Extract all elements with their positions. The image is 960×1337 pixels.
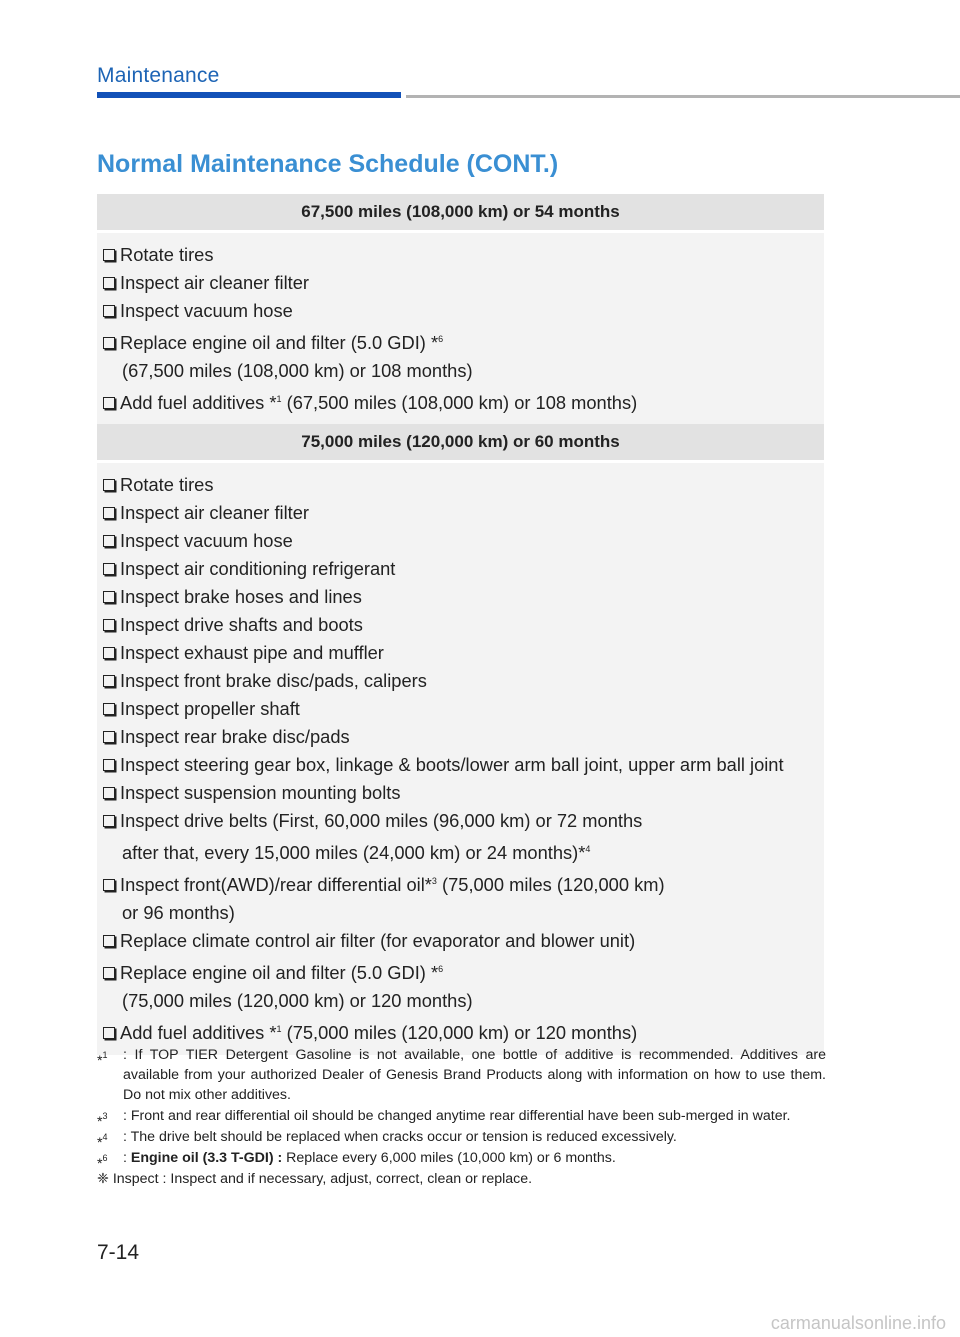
footnote-ref: 6 xyxy=(438,334,444,344)
checklist-item-text: Inspect propeller shaft xyxy=(120,698,300,719)
checklist-item-continuation xyxy=(97,899,824,927)
checklist-item xyxy=(97,583,824,611)
checklist-item-text: Add fuel additives * xyxy=(120,1022,277,1043)
checklist-item xyxy=(97,927,824,955)
checklist-item-continuation xyxy=(97,987,824,1015)
footnote-ref: 4 xyxy=(585,844,591,854)
checklist-item-text-after: (75,000 miles (120,000 km) xyxy=(436,874,665,895)
checklist-item-text-after: (75,000 miles (120,000 km) or 120 months) xyxy=(281,1022,638,1043)
checklist-item-text: Inspect rear brake disc/pads xyxy=(120,726,350,747)
footnotes xyxy=(97,1045,826,1190)
schedule-block-67500 xyxy=(97,194,824,425)
footnote-text: : The drive belt should be replaced when cracks occur or tension is reduced excessively. xyxy=(123,1129,677,1145)
footnote-ref: 3 xyxy=(431,876,437,886)
footnote-1 xyxy=(97,1045,826,1105)
checkbox-icon xyxy=(103,619,115,631)
footnote-3 xyxy=(97,1106,826,1130)
footnote-text: Replace every 6,000 miles (10,000 km) or 6 months. xyxy=(282,1150,616,1166)
checklist-item-text: Rotate tires xyxy=(120,244,214,265)
checklist-item-text: Inspect vacuum hose xyxy=(120,530,293,551)
checklist-item xyxy=(97,297,824,325)
checklist-item-text: Inspect suspension mounting bolts xyxy=(120,782,401,803)
checklist-item-continuation xyxy=(97,835,824,867)
footnote-mark: *$^6$ xyxy=(97,1153,108,1172)
checklist-item xyxy=(97,807,824,835)
page-number: 7-14 xyxy=(97,1241,140,1264)
schedule-items xyxy=(97,233,824,425)
checkbox-icon xyxy=(103,535,115,547)
checklist-item xyxy=(97,639,824,667)
watermark: carmanualsonline.info xyxy=(770,1313,946,1333)
schedule-block-75000 xyxy=(97,424,824,1055)
checkbox-icon xyxy=(103,507,115,519)
footnote-4 xyxy=(97,1127,826,1151)
checklist-item xyxy=(97,269,824,297)
checklist-item-text: Inspect front(AWD)/rear differential oil* xyxy=(120,874,432,895)
checkbox-icon xyxy=(103,815,115,827)
checklist-item-text: Replace climate control air filter (for evaporator and blower unit) xyxy=(120,930,636,951)
checklist-item xyxy=(97,499,824,527)
checklist-item xyxy=(97,723,824,751)
checklist-item xyxy=(97,695,824,723)
footnote-text: : Front and rear differential oil should be changed anytime rear differential have been sub-merged in water. xyxy=(123,1108,791,1124)
footnote-ref: 6 xyxy=(438,964,444,974)
footnote-6 xyxy=(97,1148,826,1172)
checklist-item-text: Inspect drive belts (First, 60,000 miles (96,000 km) or 72 months xyxy=(120,810,643,831)
checklist-item-text: Replace engine oil and filter (5.0 GDI) * xyxy=(120,962,439,983)
inspect-text: Inspect : Inspect and if necessary, adjust, correct, clean or replace. xyxy=(108,1171,533,1187)
footnote-bold: Engine oil (3.3 T-GDI) : xyxy=(130,1150,283,1166)
checkbox-icon xyxy=(103,591,115,603)
checklist-item xyxy=(97,751,824,779)
checklist-item-text: Inspect drive shafts and boots xyxy=(120,614,363,635)
checklist-item-text: Inspect air conditioning refrigerant xyxy=(120,558,396,579)
checklist-item-continuation xyxy=(97,357,824,385)
footnote-mark: *$^3$ xyxy=(97,1111,108,1130)
checkbox-icon xyxy=(103,277,115,289)
header-rule-blue xyxy=(97,92,401,98)
checkbox-icon xyxy=(103,1027,115,1039)
schedule-items xyxy=(97,463,824,1055)
page-title: Normal Maintenance Schedule (CONT.) xyxy=(97,150,559,178)
checklist-item xyxy=(97,385,824,417)
checklist-item-text: Inspect vacuum hose xyxy=(120,300,293,321)
checklist-item-text: Inspect air cleaner filter xyxy=(120,272,309,293)
inspect-symbol-icon: ❈ xyxy=(97,1171,109,1187)
inspect-note xyxy=(97,1169,826,1189)
checkbox-icon xyxy=(103,703,115,715)
continuation-text: or 96 months) xyxy=(122,902,235,923)
checklist-item xyxy=(97,667,824,695)
continuation-text: (67,500 miles (108,000 km) or 108 months) xyxy=(122,360,473,381)
checklist-item-text: Replace engine oil and filter (5.0 GDI) * xyxy=(120,332,439,353)
checklist-item-text: Add fuel additives * xyxy=(120,392,277,413)
checklist-item xyxy=(97,471,824,499)
checkbox-icon xyxy=(103,337,115,349)
checkbox-icon xyxy=(103,479,115,491)
footnote-text: : If TOP TIER Detergent Gasoline is not available, one bottle of additive is recommended. Additives are available from your authorized Dealer of Genesis Brand Products along with information on how to use them. Do not mix other additives. xyxy=(123,1047,826,1103)
checklist-item-text: Inspect front brake disc/pads, calipers xyxy=(120,670,427,691)
checklist-item xyxy=(97,611,824,639)
checklist-item xyxy=(97,867,824,899)
checkbox-icon xyxy=(103,787,115,799)
schedule-heading: 75,000 miles (120,000 km) or 60 months xyxy=(97,424,824,460)
checklist-item-text: Inspect steering gear box, linkage & boots/lower arm ball joint, upper arm ball joint xyxy=(120,754,784,775)
checklist-item xyxy=(97,325,824,357)
schedule-heading: 67,500 miles (108,000 km) or 54 months xyxy=(97,194,824,230)
checkbox-icon xyxy=(103,249,115,261)
footnote-ref: 1 xyxy=(276,1024,282,1034)
checkbox-icon xyxy=(103,675,115,687)
checklist-item-text: Rotate tires xyxy=(120,474,214,495)
checklist-item xyxy=(97,955,824,987)
checkbox-icon xyxy=(103,305,115,317)
continuation-text: after that, every 15,000 miles (24,000 km) or 24 months)* xyxy=(122,842,586,863)
checklist-item xyxy=(97,555,824,583)
header-rule-grey xyxy=(406,95,960,98)
checklist-item xyxy=(97,241,824,269)
footnote-mark: *$^4$ xyxy=(97,1132,108,1151)
checkbox-icon xyxy=(103,879,115,891)
footnote-mark: *$^1$ xyxy=(97,1050,108,1069)
checkbox-icon xyxy=(103,731,115,743)
continuation-text: (75,000 miles (120,000 km) or 120 months) xyxy=(122,990,473,1011)
section-label: Maintenance xyxy=(97,64,220,87)
checkbox-icon xyxy=(103,935,115,947)
checklist-item-text-after: (67,500 miles (108,000 km) or 108 months) xyxy=(281,392,638,413)
checkbox-icon xyxy=(103,967,115,979)
checklist-item-text: Inspect brake hoses and lines xyxy=(120,586,362,607)
footnote-separator: : xyxy=(123,1150,131,1166)
checklist-item xyxy=(97,779,824,807)
checkbox-icon xyxy=(103,563,115,575)
checklist-item xyxy=(97,527,824,555)
checklist-item-text: Inspect air cleaner filter xyxy=(120,502,309,523)
checkbox-icon xyxy=(103,647,115,659)
checkbox-icon xyxy=(103,759,115,771)
checklist-item-text: Inspect exhaust pipe and muffler xyxy=(120,642,384,663)
footnote-ref: 1 xyxy=(276,394,282,404)
checklist-item xyxy=(97,1015,824,1047)
checkbox-icon xyxy=(103,397,115,409)
